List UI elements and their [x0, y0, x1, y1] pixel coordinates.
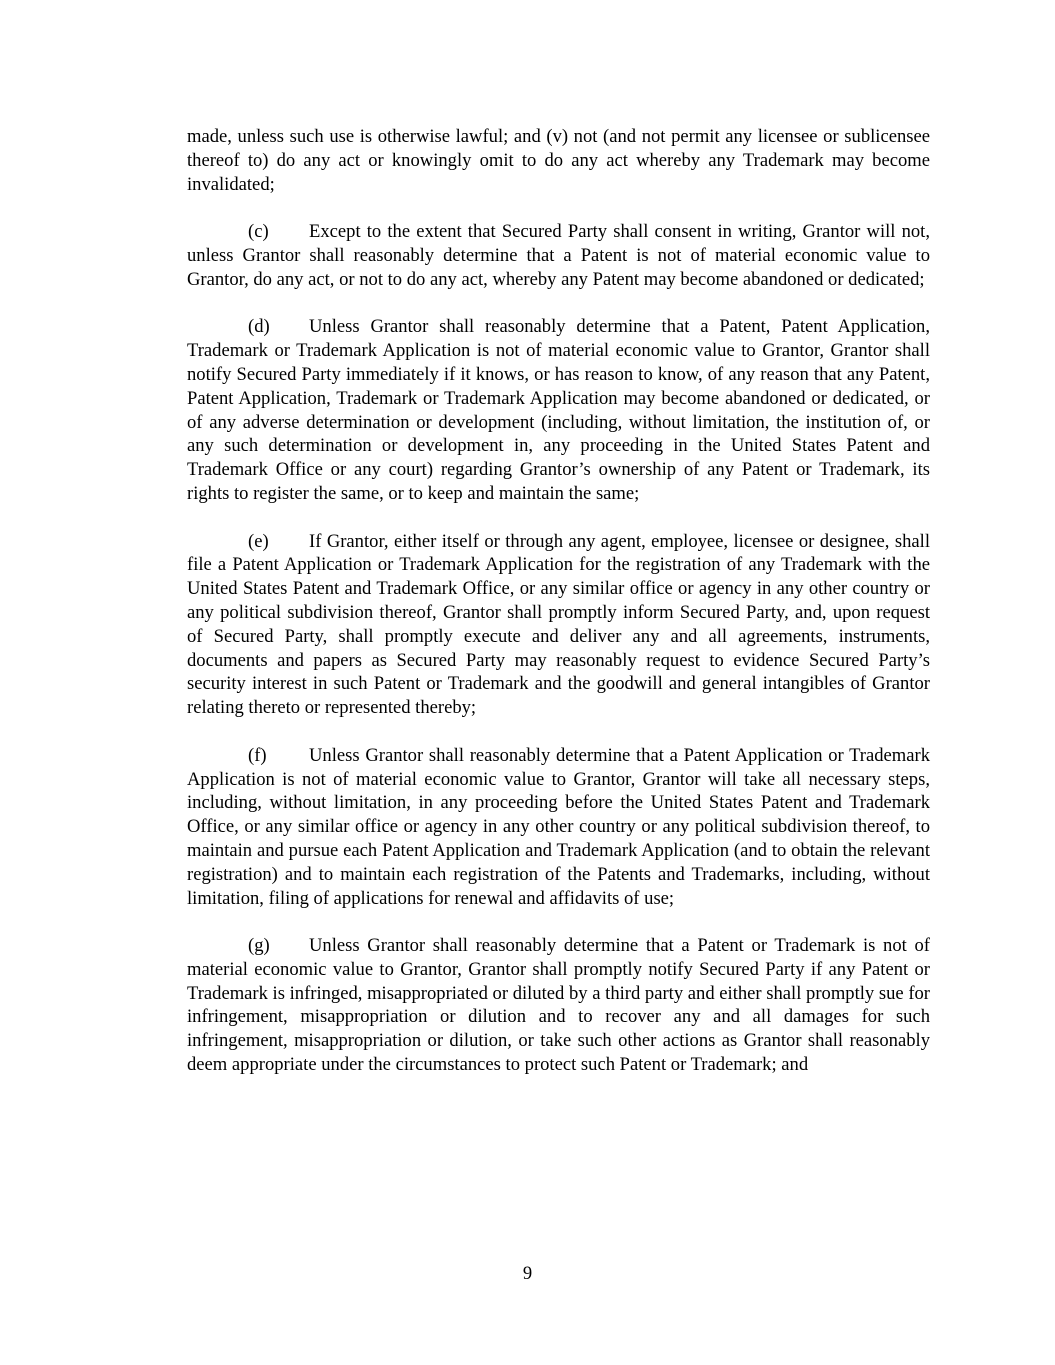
paragraph-text: Unless Grantor shall reasonably determine that a Patent, Patent Application, Trademark or Trademark Application is not of material economic value to Grantor, Grantor shall notify Secured Party immediately if it knows, or has reason to know, of any reason that any Patent, Patent Application, Trademark or Trademark Application may become abandoned or dedicated, or of any adverse determination or development (including, without limitation, the institution of, or any such determination or development in, any proceeding in the United States Patent and Trademark Office or any court) regarding Grantor’s ownership of any Patent or Trademark, its rights to register the same, or to keep and maintain the same;	[187, 316, 930, 504]
paragraph-f	[187, 744, 930, 911]
paragraph-text: Unless Grantor shall reasonably determine that a Patent Application or Trademark Application is not of material economic value to Grantor, Grantor will take all necessary steps, including, without limitation, in any proceeding before the United States Patent and Trademark Office, or any similar office or agency in any other country or any political subdivision thereof, to maintain and pursue each Patent Application and Trademark Application (and to obtain the relevant registration) and to maintain each registration of the Patents and Trademarks, including, without limitation, filing of applications for renewal and affidavits of use;	[187, 744, 930, 909]
paragraph-text: If Grantor, either itself or through any agent, employee, licensee or designee, shall file a Patent Application or Trademark Application for the registration of any Trademark with the United States Patent and Trademark Office, or any similar office or agency in any other country or any political subdivision thereof, Grantor shall promptly inform Secured Party, and, upon request of Secured Party, shall promptly execute and deliver any and all agreements, instruments, documents and papers as Secured Party may reasonably request to evidence Secured Party’s security interest in such Patent or Trademark and the goodwill and general intangibles of Grantor relating thereto or represented thereby;	[187, 530, 930, 719]
paragraph-e	[187, 530, 930, 720]
document-body	[187, 125, 930, 1101]
paragraph-marker: (e)	[248, 530, 269, 552]
paragraph-text: made, unless such use is otherwise lawful; and (v) not (and not permit any licensee or sublicensee thereof to) do any act or knowingly omit to do any act whereby any Trademark may become invalidated;	[187, 126, 930, 195]
paragraph-d	[187, 315, 930, 505]
paragraph-marker: (g)	[248, 935, 270, 957]
paragraph-continuation	[187, 125, 930, 196]
paragraph-marker: (c)	[248, 221, 269, 243]
paragraph-marker: (d)	[248, 316, 270, 338]
page-number: 9	[522, 1263, 533, 1284]
paragraph-g	[187, 934, 930, 1077]
paragraph-marker: (f)	[248, 744, 267, 766]
paragraph-text: Except to the extent that Secured Party shall consent in writing, Grantor will not, unless Grantor shall reasonably determine that a Patent is not of material economic value to Grantor, do any act, or not to do any act, whereby any Patent may become abandoned or dedicated;	[187, 221, 930, 290]
paragraph-c	[187, 220, 930, 291]
paragraph-text: Unless Grantor shall reasonably determine that a Patent or Trademark is not of material economic value to Grantor, Grantor shall promptly notify Secured Party if any Patent or Trademark is infringed, misappropriated or diluted by a third party and either shall promptly sue for infringement, misappropriation or dilution and to recover any and all damages for such infringement, misappropriation or dilution, or take such other actions as Grantor shall reasonably deem appropriate under the circumstances to protect such Patent or Trademark; and	[187, 935, 930, 1076]
